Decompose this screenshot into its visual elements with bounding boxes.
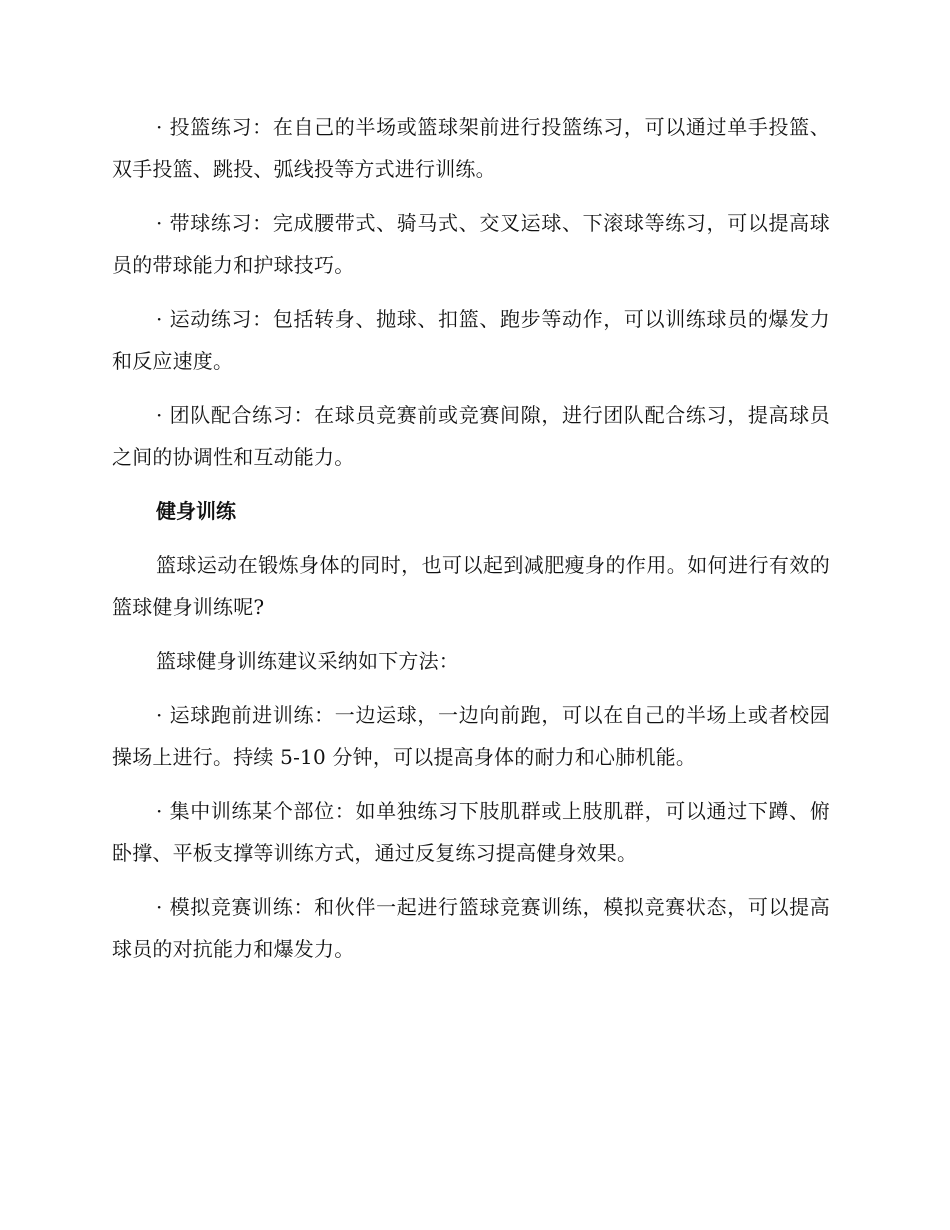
paragraph-team-practice: · 团队配合练习：在球员竞赛前或竞赛间隙，进行团队配合练习，提高球员之间的协调性和互动能力。 xyxy=(112,403,830,469)
section-heading-fitness: 健身训练 xyxy=(156,499,236,523)
paragraph-movement-practice: · 运动练习：包括转身、抛球、扣篮、跑步等动作，可以训练球员的爆发力和反应速度。 xyxy=(112,307,830,373)
paragraph-dribble-run: · 运球跑前进训练：一边运球，一边向前跑，可以在自己的半场上或者校园操场上进行。持续 5-10 分钟，可以提高身体的耐力和心肺机能。 xyxy=(112,703,830,769)
paragraph-fitness-methods: 篮球健身训练建议采纳如下方法： xyxy=(156,649,459,673)
paragraph-shooting-practice: · 投篮练习：在自己的半场或篮球架前进行投篮练习，可以通过单手投篮、双手投篮、跳投、弧线投等方式进行训练。 xyxy=(112,115,830,181)
paragraph-targeted-training: · 集中训练某个部位：如单独练习下肢肌群或上肢肌群，可以通过下蹲、俯卧撑、平板支撑等训练方式，通过反复练习提高健身效果。 xyxy=(112,799,830,865)
paragraph-dribbling-practice: · 带球练习：完成腰带式、骑马式、交叉运球、下滚球等练习，可以提高球员的带球能力和护球技巧。 xyxy=(112,211,830,277)
document-page xyxy=(112,106,830,982)
paragraph-fitness-intro: 篮球运动在锻炼身体的同时，也可以起到减肥瘦身的作用。如何进行有效的篮球健身训练呢? xyxy=(112,553,830,619)
paragraph-simulated-match: · 模拟竞赛训练：和伙伴一起进行篮球竞赛训练，模拟竞赛状态，可以提高球员的对抗能力和爆发力。 xyxy=(112,895,830,961)
